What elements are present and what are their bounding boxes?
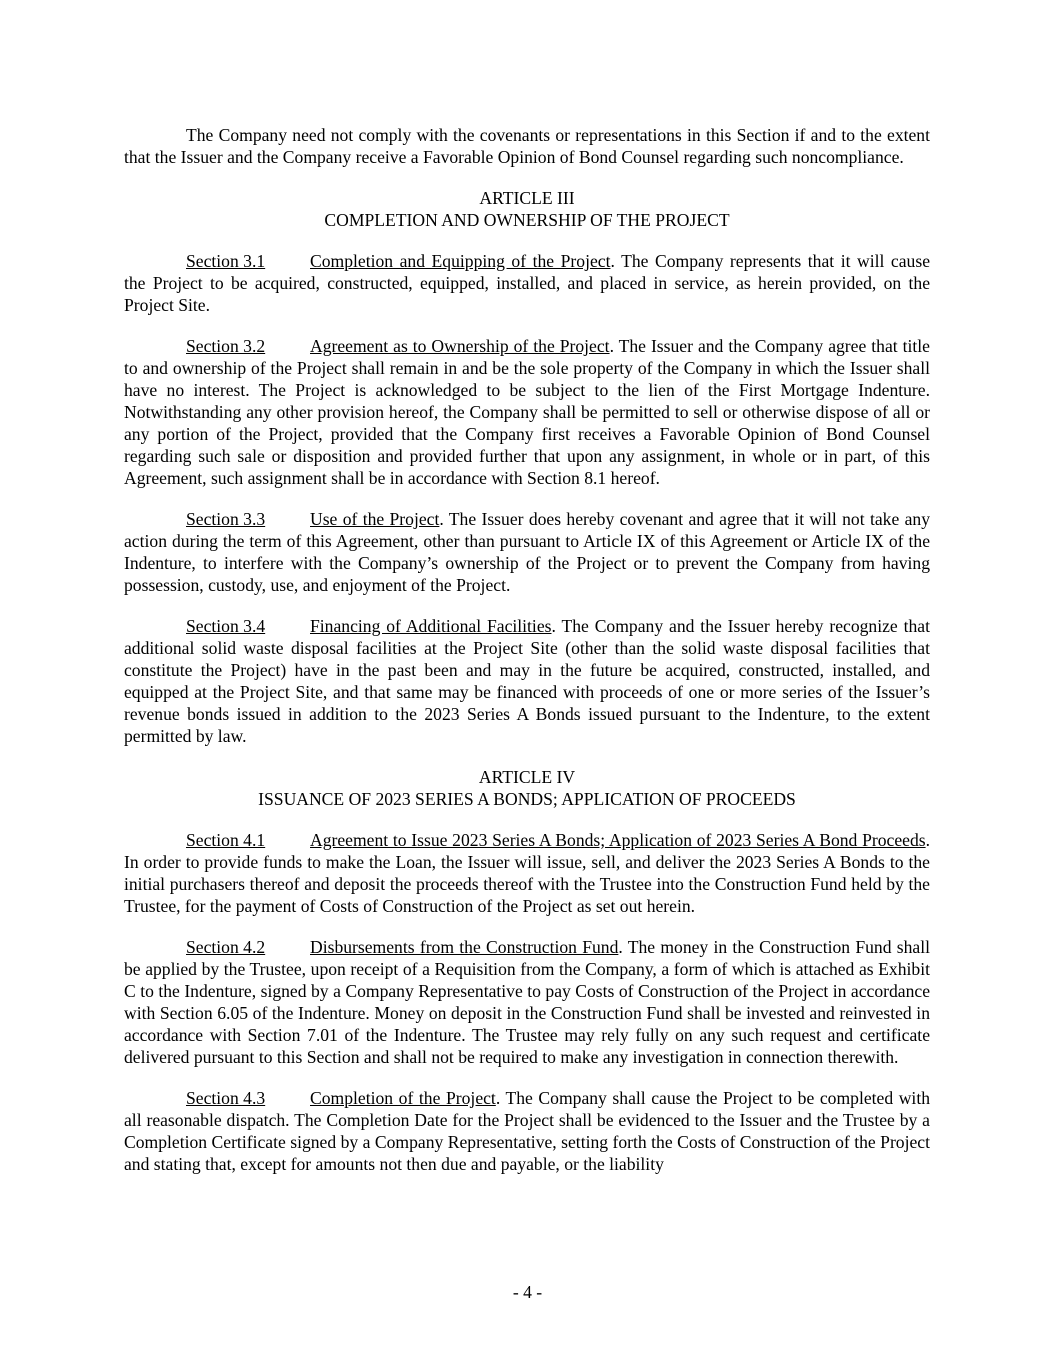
section-3-1-body: . The Company represents that it will cause the Project to be acquired, constructed, equipped, installed, and placed in service, as herein provided, on the Project Site.	[124, 251, 931, 315]
article-4-number: ARTICLE IV	[478, 767, 576, 787]
section-3-2-body: . The Issuer and the Company agree that title to and ownership of the Project shall remain in and be the sole property of the Company in which the Issuer shall have no interest. The Project is acknowledged to be subject to the lien of the First Mortgage Indenture. Notwithstanding any other provision hereof, the Company shall be permitted to sell or otherwise dispose of all or any portion of the Project, provided that the Company first receives a Favorable Opinion of Bond Counsel regarding such sale or disposition and provided further that upon any assignment, in whole or in part, of this Agreement, such assignment shall be in accordance with Section 8.1 hereof.	[124, 336, 930, 488]
section-3-2-number: Section 3.2	[186, 336, 266, 356]
section-3-3-number: Section 3.3	[186, 509, 266, 529]
section-4-1-body: . In order to provide funds to make the Loan, the Issuer will issue, sell, and deliver the 2023 Series A Bonds to the initial purchasers thereof and deposit the proceeds thereof with the Trustee into the Construction Fund held by the Trustee, for the payment of Costs of Construction of the Project as set out herein.	[124, 830, 930, 916]
section-3-4-body: . The Company and the Issuer hereby recognize that additional solid waste disposal facilities at the Project Site (other than the solid waste disposal facilities that constitute the Project) have in the past been and may in the future be acquired, constructed, installed, and equipped at the Project Site, and that same may be financed with proceeds of one or more series of the Issuer’s revenue bonds issued in addition to the 2023 Series A Bonds issued pursuant to the Indenture, to the extent permitted by law.	[124, 616, 931, 746]
section-4-1-number: Section 4.1	[186, 830, 266, 850]
section-3-1-title: Completion and Equipping of the Project	[310, 251, 611, 271]
document-page	[124, 124, 930, 1194]
section-3-3-title: Use of the Project	[310, 509, 440, 529]
intro-paragraph: The Company need not comply with the covenants or representations in this Section if and to the extent that the Issuer and the Company receive a Favorable Opinion of Bond Counsel regarding such noncompliance.	[124, 125, 930, 167]
article-3-title: COMPLETION AND OWNERSHIP OF THE PROJECT	[324, 210, 730, 230]
section-3-4-number: Section 3.4	[186, 616, 266, 636]
section-4-2-body: . The money in the Construction Fund shall be applied by the Trustee, upon receipt of a Requisition from the Company, a form of which is attached as Exhibit C to the Indenture, signed by a Company Representative to pay Costs of Construction of the Project in accordance with Section 6.05 of the Indenture. Money on deposit in the Construction Fund shall be invested and reinvested in accordance with Section 7.01 of the Indenture. The Trustee may rely fully on any such request and certificate delivered pursuant to this Section and shall not be required to make any investigation in connection therewith.	[124, 937, 931, 1067]
page-number: - 4 -	[512, 1282, 543, 1302]
section-3-1-number: Section 3.1	[186, 251, 266, 271]
section-4-1	[124, 829, 930, 917]
section-3-3	[124, 508, 930, 596]
section-3-3-body: . The Issuer does hereby covenant and agree that it will not take any action during the term of this Agreement, other than pursuant to Article IX of this Agreement or Article IX of the Indenture, to interfere with the Company’s ownership of the Project or to prevent the Company from having possession, custody, use, and enjoyment of the Project.	[124, 509, 930, 595]
section-4-3	[124, 1087, 930, 1175]
article-4-title: ISSUANCE OF 2023 SERIES A BONDS; APPLICATION OF PROCEEDS	[258, 789, 796, 809]
section-4-1-title: Agreement to Issue 2023 Series A Bonds; Application of 2023 Series A Bond Proceeds	[310, 830, 926, 850]
section-4-3-body: . The Company shall cause the Project to be completed with all reasonable dispatch. The Completion Date for the Project shall be evidenced to the Issuer and the Trustee by a Completion Certificate signed by a Company Representative, setting forth the Costs of Construction of the Project and stating that, except for amounts not then due and payable, or the liability	[124, 1088, 931, 1174]
section-4-2-number: Section 4.2	[186, 937, 266, 957]
section-4-3-title: Completion of the Project	[310, 1088, 496, 1108]
article-4-heading	[124, 766, 930, 810]
section-3-2	[124, 335, 930, 489]
section-4-2	[124, 936, 930, 1068]
section-4-2-title: Disbursements from the Construction Fund	[310, 937, 619, 957]
section-3-4-title: Financing of Additional Facilities	[310, 616, 552, 636]
section-3-1	[124, 250, 930, 316]
article-3-number: ARTICLE III	[479, 188, 575, 208]
section-4-3-number: Section 4.3	[186, 1088, 266, 1108]
section-3-2-title: Agreement as to Ownership of the Project	[310, 336, 610, 356]
article-3-heading	[124, 187, 930, 231]
section-3-4	[124, 615, 930, 747]
